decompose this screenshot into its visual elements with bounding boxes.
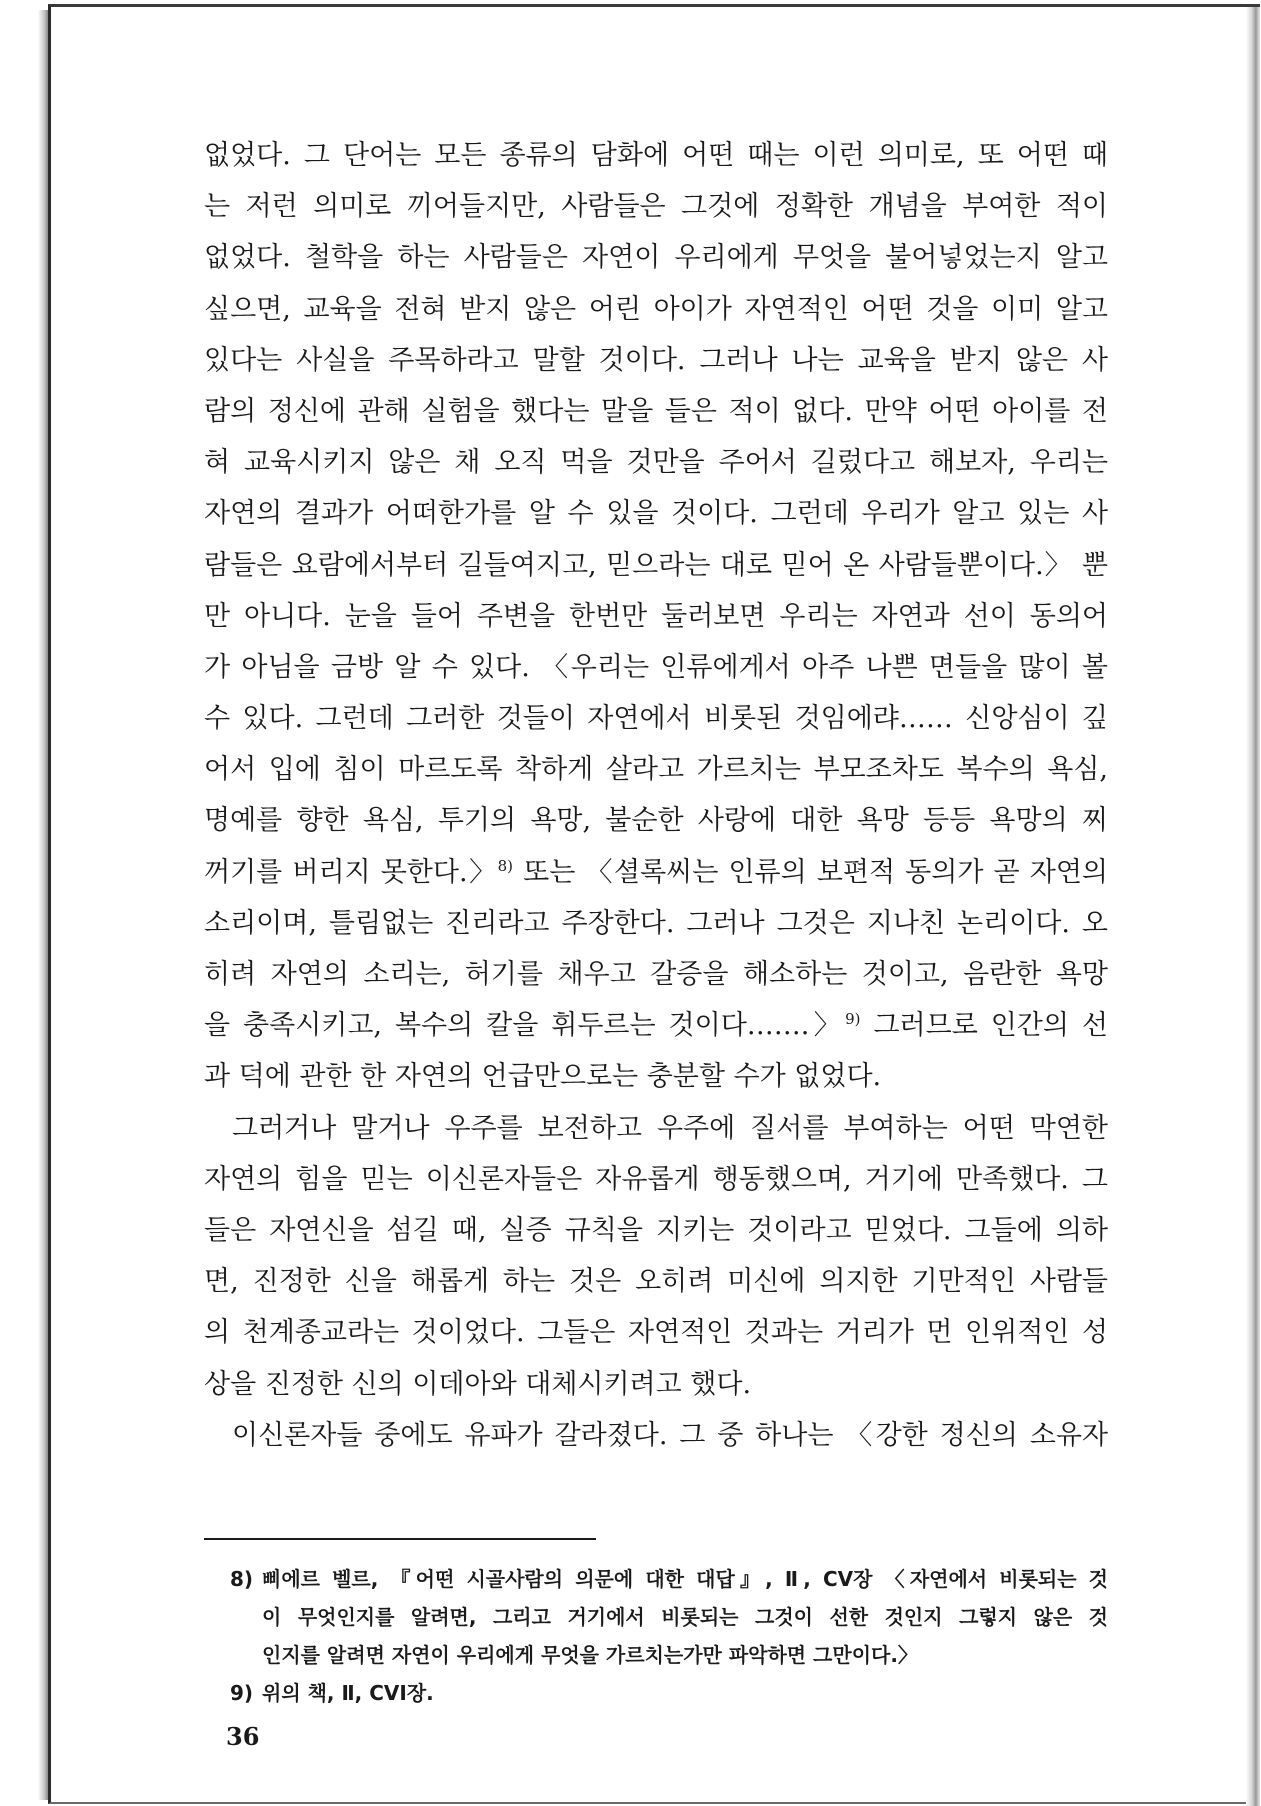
footnote-8 (230, 1560, 1108, 1598)
text-line: 만 아니다. 눈을 들어 주변을 한번만 둘러보면 우리는 자연과 선이 동의어 (204, 600, 1108, 632)
text-line: 람들은 요람에서부터 길들여지고, 믿으라는 대로 믿어 온 사람들뿐이다.〉 뿐 (204, 549, 1108, 581)
text-line: 는 저런 의미로 끼어들지만, 사람들은 그것에 정확한 개념을 부여한 적이 (204, 191, 1108, 223)
text-line: 들은 자연신을 섬길 때, 실증 규칙을 지키는 것이라고 믿었다. 그들에 의하 (204, 1214, 1108, 1246)
text-line: 자연의 결과가 어떠한가를 알 수 있을 것이다. 그런데 우리가 알고 있는 사 (204, 498, 1108, 530)
paragraph-start-line: 이신론자들 중에도 유파가 갈라졌다. 그 중 하나는 〈강한 정신의 소유자 (232, 1419, 1108, 1451)
text-line: 수 있다. 그런데 그러한 것들이 자연에서 비롯된 것임에랴…… 신앙심이 깊 (204, 703, 1108, 735)
page-number: 36 (226, 1722, 260, 1751)
text-line: 소리이며, 틀림없는 진리라고 주장한다. 그러나 그것은 지나친 논리이다. 오 (204, 907, 1108, 939)
text-line: 람의 정신에 관해 실험을 했다는 말을 들은 적이 없다. 만약 어떤 아이를 전 (204, 395, 1108, 427)
text-line: 싶으면, 교육을 전혀 받지 않은 어린 아이가 자연적인 어떤 것을 이미 알고 (204, 293, 1108, 325)
footnote-text: 위의 책, Ⅱ, CVI장. (262, 1681, 434, 1705)
text-line (204, 1000, 1108, 1051)
text-segment: 꺼기를 버리지 못한다.〉 (204, 856, 498, 888)
footnote-ref-9[interactable]: 9) (845, 1010, 861, 1029)
footnotes (230, 1560, 1108, 1712)
footnote-number: 9) (230, 1681, 254, 1705)
footnote-separator (204, 1538, 596, 1540)
text-line: 면, 진정한 신을 해롭게 하는 것은 오히려 미신에 의지한 기만적인 사람들 (204, 1266, 1108, 1298)
text-line: 없었다. 그 단어는 모든 종류의 담화에 어떤 때는 이런 의미로, 또 어떤 때 (204, 140, 1108, 171)
footnote-number: 8) (230, 1567, 254, 1591)
body-text (204, 130, 1108, 1461)
text-line: 명예를 향한 욕심, 투기의 욕망, 불순한 사랑에 대한 욕망 등등 욕망의 찌 (204, 805, 1108, 837)
text-line: 혀 교육시키지 않은 채 오직 먹을 것만을 주어서 길렀다고 해보자, 우리는 (204, 447, 1108, 479)
text-segment: 을 충족시키고, 복수의 칼을 휘두르는 것이다…….〉 (204, 1010, 846, 1042)
page-edge-shadow (1246, 7, 1260, 1806)
text-line: 의 천계종교라는 것이었다. 그들은 자연적인 것과는 거리가 먼 인위적인 성 (204, 1317, 1108, 1349)
text-line: 상을 진정한 신의 이데아와 대체시키려고 했다. (204, 1368, 752, 1400)
text-segment: 또는 〈셜록씨는 인류의 보편적 동의가 곧 자연의 (523, 856, 1108, 888)
footnote-9 (230, 1674, 1108, 1712)
text-line: 과 덕에 관한 한 자연의 언급만으로는 충분할 수가 없었다. (204, 1061, 882, 1093)
footnote-ref-8[interactable]: 8) (497, 856, 514, 875)
text-line: 히려 자연의 소리는, 허기를 채우고 갈증을 해소하는 것이고, 음란한 욕망 (204, 959, 1108, 990)
footnote-text: 삐에르 벨르, 『어떤 시골사람의 의문에 대한 대답』, Ⅱ, CV장 〈자연에서 비롯되는 것 (262, 1567, 1108, 1591)
book-spine-shadow (38, 10, 48, 1800)
footnote-8-line: 인지를 알려면 자연이 우리에게 무엇을 가르치는가만 파악하면 그만이다.〉 (262, 1643, 918, 1667)
text-line: 자연의 힘을 믿는 이신론자들은 자유롭게 행동했으며, 거기에 만족했다. 그 (204, 1163, 1108, 1195)
text-line: 있다는 사실을 주목하라고 말할 것이다. 그러나 나는 교육을 받지 않은 사 (204, 344, 1108, 376)
text-line (204, 847, 1108, 898)
text-segment: 그러므로 인간의 선 (873, 1010, 1108, 1042)
footnote-8-line: 이 무엇인지를 알려면, 그리고 거기에서 비롯되는 그것이 선한 것인지 그렇지 않은 것 (262, 1605, 1108, 1629)
paragraph-start-line: 그러거나 말거나 우주를 보전하고 우주에 질서를 부여하는 어떤 막연한 (232, 1112, 1108, 1144)
text-line: 어서 입에 침이 마르도록 착하게 살라고 가르치는 부모조차도 복수의 욕심, (204, 754, 1108, 786)
text-line: 가 아님을 금방 알 수 있다. 〈우리는 인류에게서 아주 나쁜 면들을 많이 볼 (204, 651, 1108, 683)
text-line: 없었다. 철학을 하는 사람들은 자연이 우리에게 무엇을 불어넣었는지 알고 (204, 242, 1108, 274)
